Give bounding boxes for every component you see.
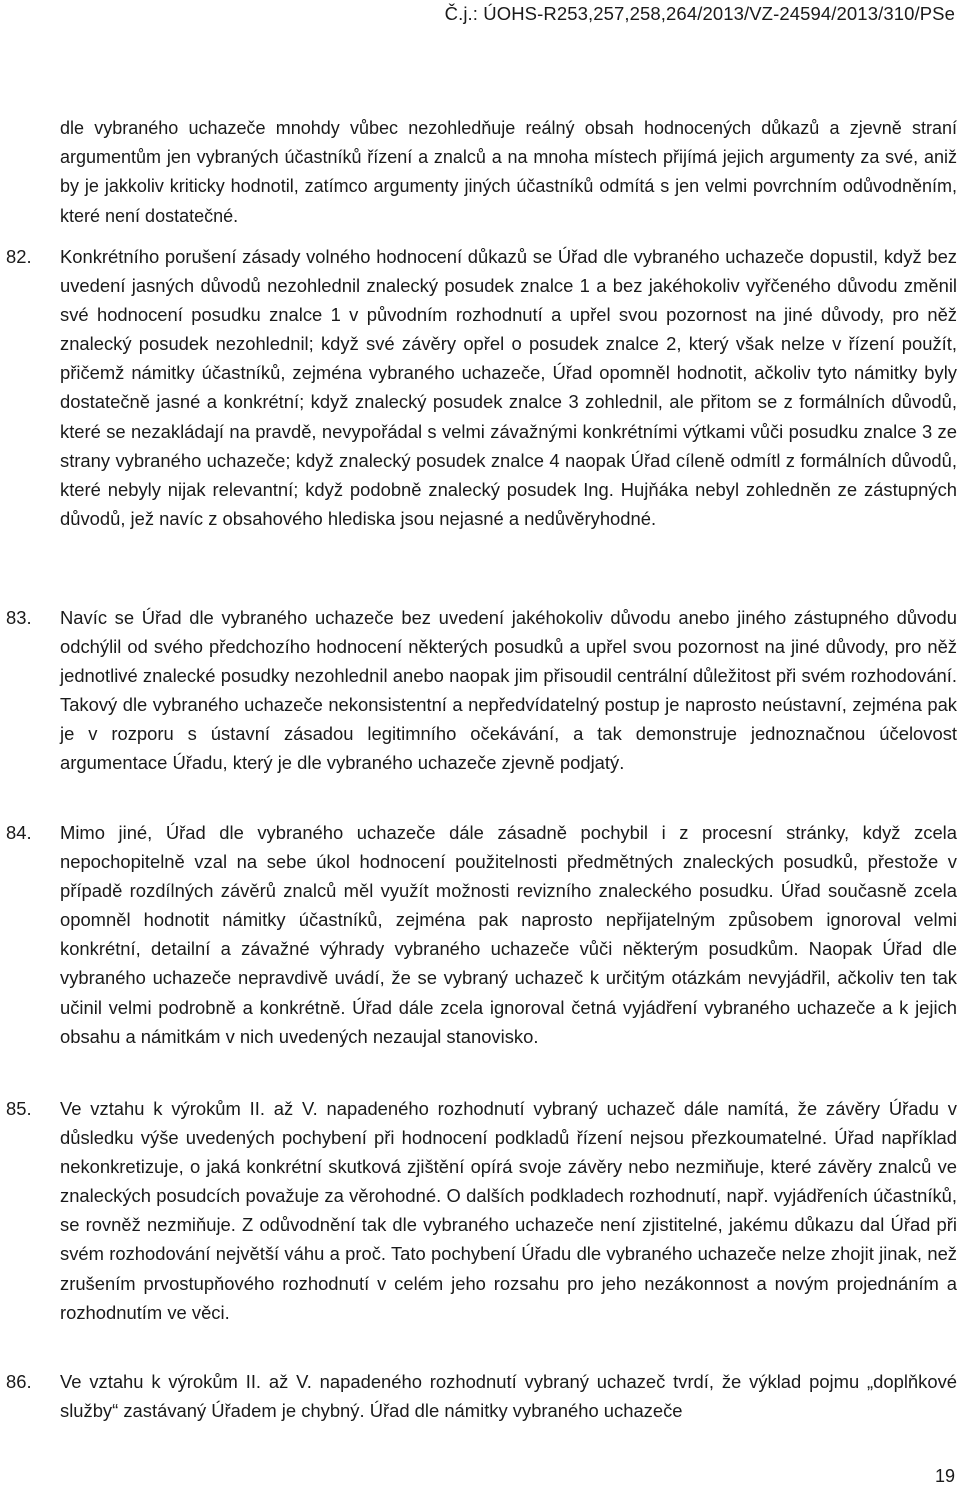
numbered-paragraph-84: [0, 818, 957, 1051]
continued-paragraph-text: dle vybraného uchazeče mnohdy vůbec nezohledňuje reálný obsah hodnocených důkazů a zjevně straní argumentům jen vybraných účastníků řízení a znalců a na mnoha místech přijímá jejich argumenty za své, aniž by je jakkoliv kriticky hodnotil, zatímco argumenty jiných účastníků odmítá s jen velmi povrchním odůvodněním, které není dostatečné.: [60, 118, 957, 226]
paragraph-number: 85.: [6, 1098, 32, 1119]
numbered-paragraph-85: [0, 1094, 957, 1327]
document-reference-number: Č.j.: ÚOHS-R253,257,258,264/2013/VZ-24594/2013/310/PSe: [444, 3, 955, 24]
paragraph-number: 86.: [6, 1371, 32, 1392]
paragraph-number: 84.: [6, 822, 32, 843]
numbered-paragraph-83: [0, 603, 957, 778]
page-number: 19: [934, 1466, 955, 1486]
numbered-paragraph-82: [0, 242, 957, 533]
paragraph-text: Navíc se Úřad dle vybraného uchazeče bez uvedení jakéhokoliv důvodu anebo jiného zástupného důvodu odchýlil od svého předchozího hodnocení některých posudků a upřel svou pozornost na jiné důvody, pro něž jednotlivé znalecké posudky nezohlednil anebo naopak jim přisoudil centrální důležitost při svém rozhodování. Takový dle vybraného uchazeče nekonsistentní a nepředvídatelný postup je naprosto neústavní, zejména pak je v rozporu s ústavní zásadou legitimního očekávání, a tak demonstruje jednoznačnou účelovost argumentace Úřadu, který je dle vybraného uchazeče zjevně podjatý.: [60, 607, 957, 774]
paragraph-text: Ve vztahu k výrokům II. až V. napadeného rozhodnutí vybraný uchazeč dále namítá, že závěry Úřadu v důsledku výše uvedených pochybení při hodnocení podkladů řízení nejsou přezkoumatelné. Úřad například nekonkretizuje, o jaká konkrétní skutková zjištění opírá svoje závěry nebo nezmiňuje, které závěry znalců ve znaleckých posudcích považuje za věrohodné. O dalších podkladech rozhodnutí, např. vyjádřeních účastníků, se rovněž nezmiňuje. Z odůvodnění tak dle vybraného uchazeče není zjistitelné, jakému důkazu dal Úřad při svém rozhodování největší váhu a proč. Tato pochybení Úřadu dle vybraného uchazeče nelze zhojit jinak, než zrušením prvostupňového rozhodnutí v celém jeho rozsahu pro jeho nezákonnost a novým projednáním a rozhodnutím ve věci.: [60, 1098, 957, 1323]
numbered-paragraph-86: [0, 1367, 957, 1425]
paragraph-text: Ve vztahu k výrokům II. až V. napadeného rozhodnutí vybraný uchazeč tvrdí, že výklad pojmu „doplňkové služby“ zastávaný Úřadem je chybný. Úřad dle námitky vybraného uchazeče: [60, 1371, 957, 1422]
paragraph-text: Mimo jiné, Úřad dle vybraného uchazeče dále zásadně pochybil i z procesní stránky, když zcela nepochopitelně vzal na sebe úkol hodnocení použitelnosti předmětných znaleckých posudků, přestože v případě rozdílných závěrů znalců měl využít možnosti revizního znaleckého posudku. Úřad současně zcela opomněl hodnotit námitky účastníků, zejména pak naprosto nepřijatelným způsobem ignoroval velmi konkrétní, detailní a závažné výhrady vybraného uchazeče vůči některým posudkům. Naopak Úřad dle vybraného uchazeče nepravdivě uvádí, že se vybraný uchazeč k určitým otázkám nevyjádřil, ačkoliv ten tak učinil velmi podrobně a konkrétně. Úřad dále zcela ignoroval četná vyjádření vybraného uchazeče a k jejich obsahu a námitkám v nich uvedených nezaujal stanovisko.: [60, 822, 957, 1047]
paragraph-text: Konkrétního porušení zásady volného hodnocení důkazů se Úřad dle vybraného uchazeče dopustil, když bez uvedení jasných důvodů nezohlednil znalecký posudek znalce 1 a bez jakéhokoliv vyřčeného důvodu změnil své hodnocení posudku znalce 1 v původním rozhodnutí a upřel svou pozornost na jiné důvody, pro něž znalecký posudek nezohlednil; když své závěry opřel o posudek znalce 2, který však nelze v řízení použít, přičemž námitky účastníků, zejména vybraného uchazeče, Úřad opomněl hodnotit, ačkoliv tyto námitky byly dostatečně jasné a konkrétní; když znalecký posudek znalce 3 zohlednil, ale přitom se z formálních důvodů, které se nezakládají na pravdě, nevypořádal s velmi závažnými konkrétními výtkami vůči posudku znalce 3 ze strany vybraného uchazeče; když znalecký posudek znalce 4 naopak Úřad cíleně odmítl z formálních důvodů, které nebyly nijak relevantní; když podobně znalecký posudek Ing. Hujňáka nebyl zohledněn ze zástupných důvodů, jež navíc z obsahového hlediska jsou nejasné a nedůvěryhodné.: [60, 246, 957, 529]
paragraph-number: 82.: [6, 246, 32, 267]
paragraph-number: 83.: [6, 607, 32, 628]
